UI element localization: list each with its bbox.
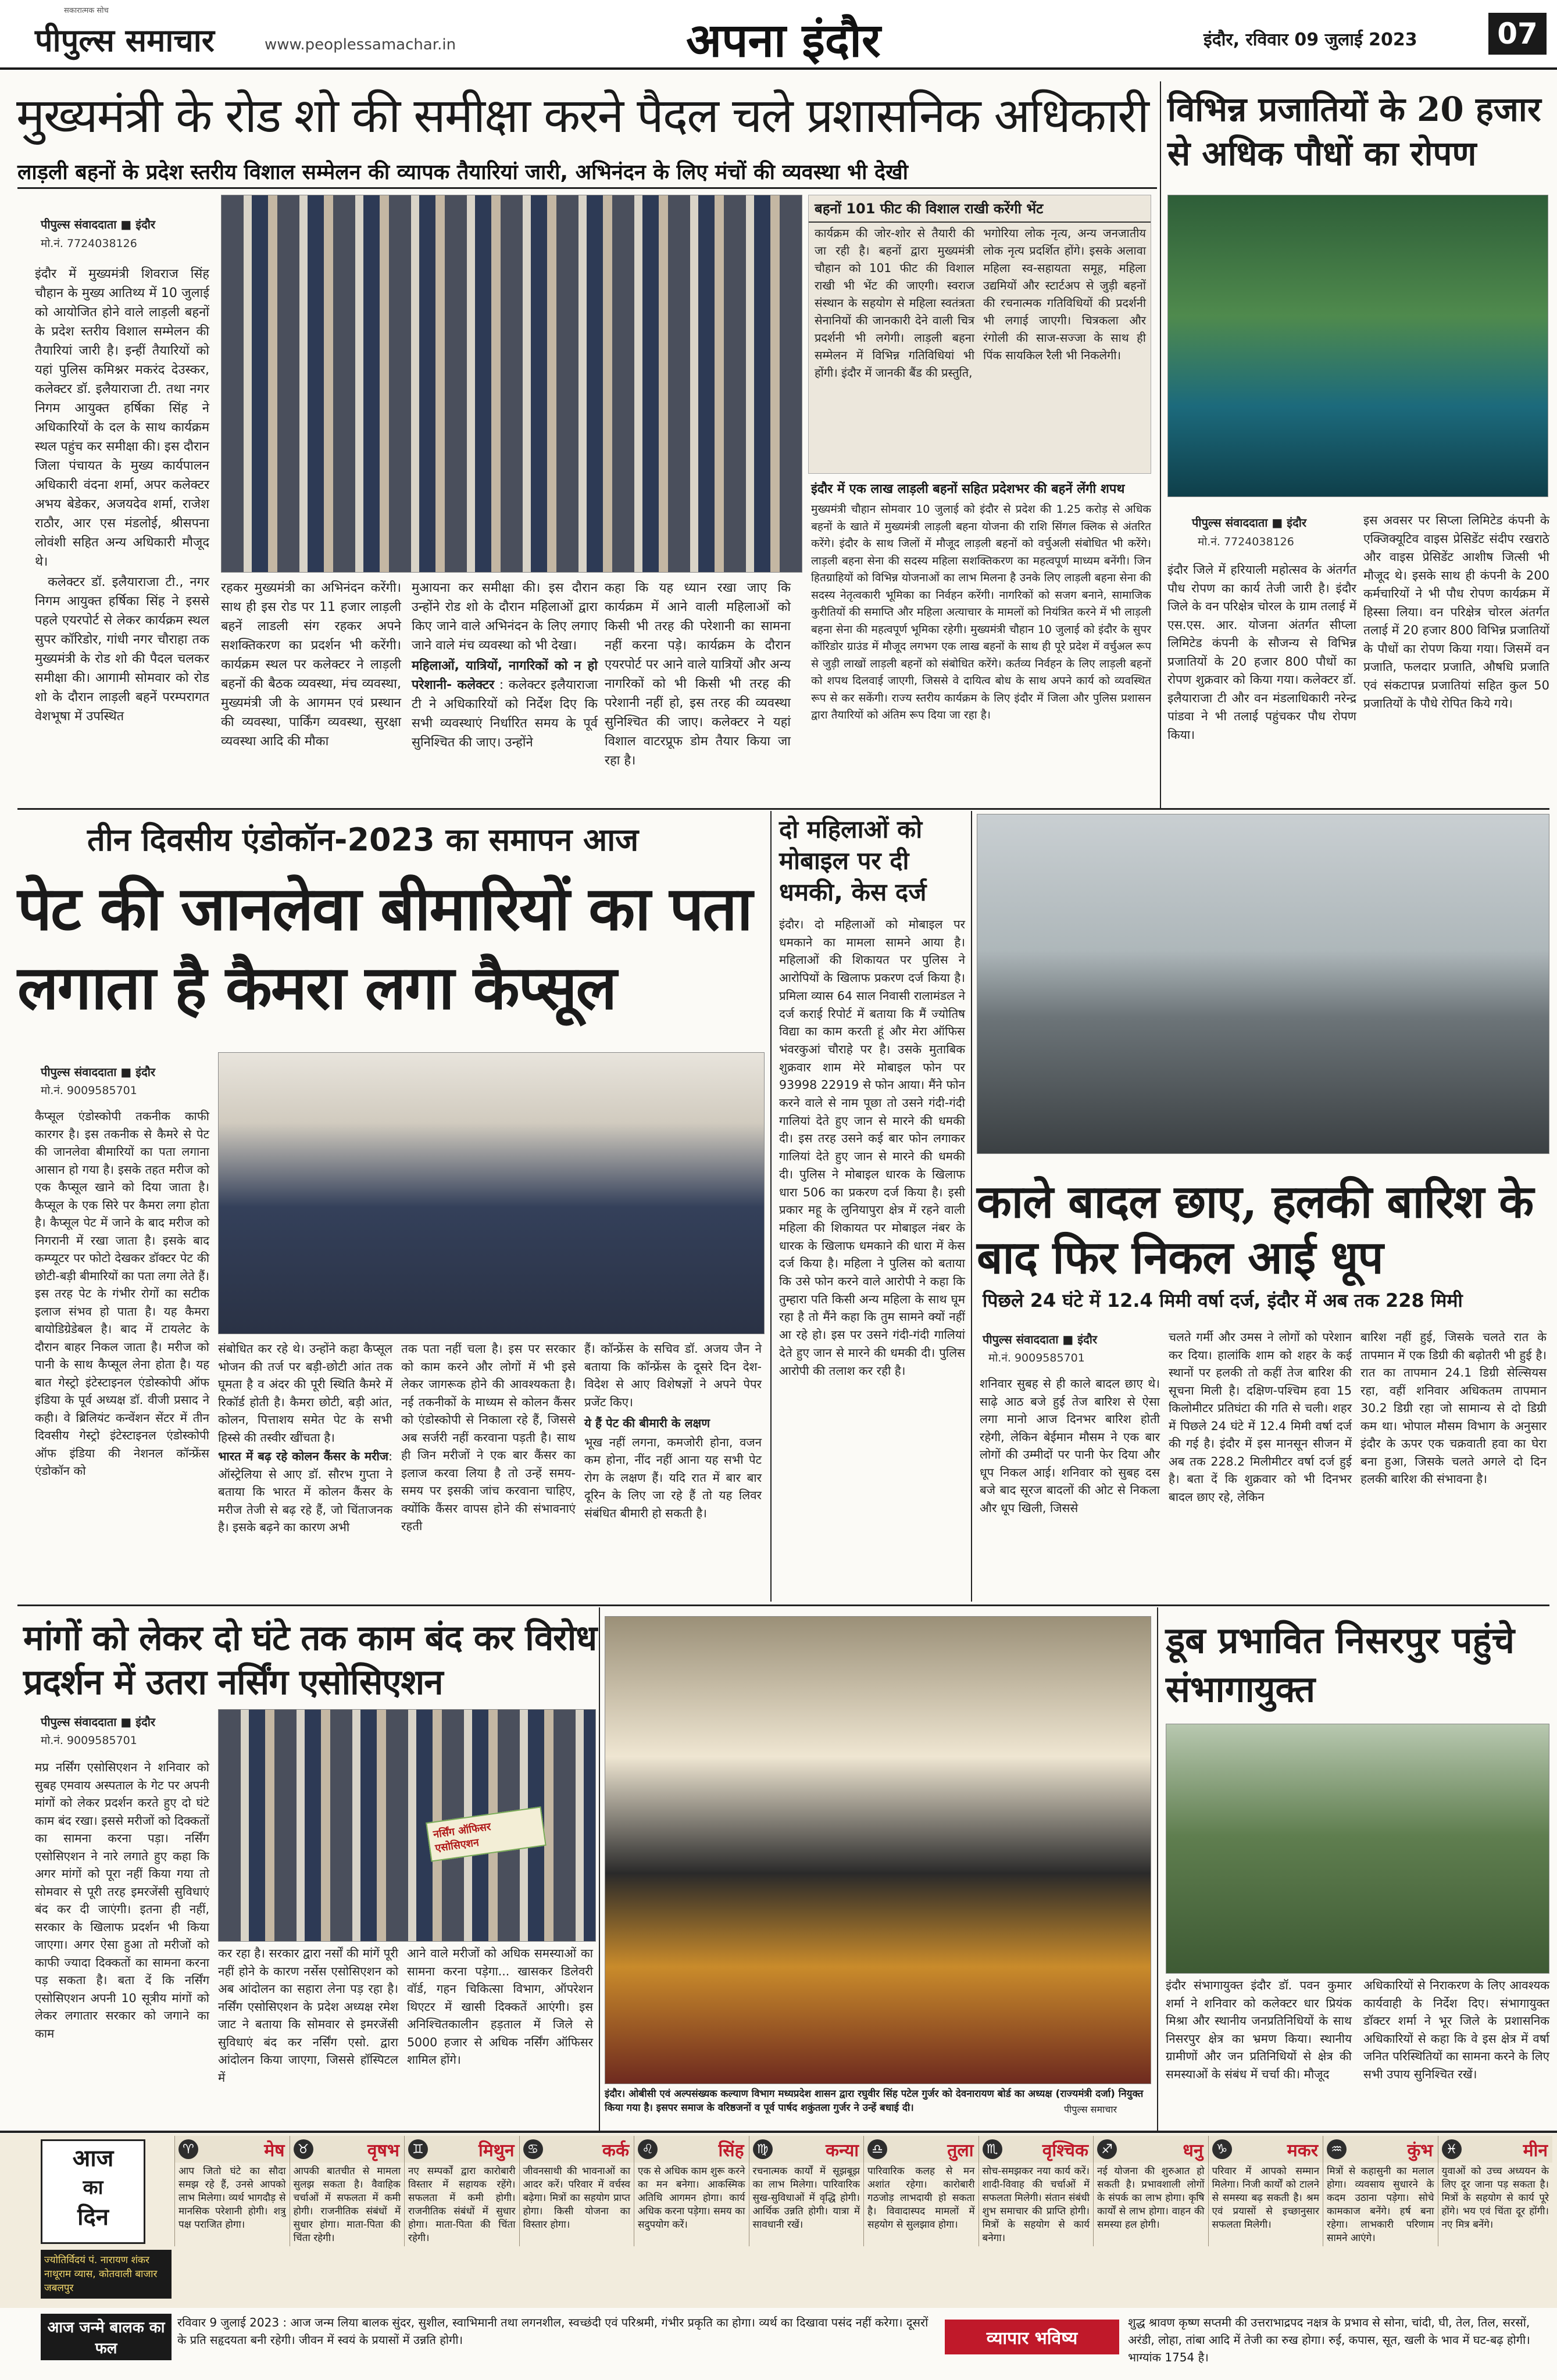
brand-logo: पीपुल्स समाचार [35,22,215,59]
story3-mobile: मो.नं. 9009585701 [41,1084,137,1097]
story5-mobile: मो.नं. 9009585701 [988,1352,1085,1364]
story7-col2: अधिकारियों से निराकरण के लिए आवश्यक कार्यवाही के निर्देश दिए। संभागायुक्त डॉक्टर शर्मा ने भूर जिले के प्रशासनिक अधिकारियों से कहा कि वे इस क्षेत्र में वर्षा जनित परिस्थितियों का सामना करने के लिए सभी उपाय सुनिश्चित रखें। [1363,1978,1549,2081]
rashi-text: सोच-समझकर नया कार्य करें। शादी-विवाह की चर्चाओं में सफलता मिलेगी। संतान संबंधी शुभ समाचार की प्राप्ति होगी। मित्रों के सहयोग से कार्य बनेगा। [982,2165,1090,2244]
photo-credit: पीपुल्स समाचार [1064,2104,1117,2115]
zodiac-icon: ♍ [753,2139,773,2159]
story6-headline: मांगों को लेकर दो घंटे तक काम बंद कर विरोध प्रदर्शन में उतरा नर्सिंग एसोसिएशन [23,1618,597,1703]
rashi-name: मेष [264,2140,285,2161]
story3-col4: हैं। कॉन्फ्रेंस के सचिव डॉ. अजय जैन ने बताया कि कॉन्फ्रेंस के दूसरे दिन देश-विदेश से आए विशेषज्ञों ने अपने पेपर प्रजेंट किए। ये हैं पेट की बीमारी के लक्षण भूख नहीं लगना, कमजोरी होना, वजन कम होना, नींद नहीं आना यह सभी पेट रोग के लक्षण हैं। यदि रात में बार बार दूरिन के लिए जा रहे हैं तो यह लिवर संबंधित बीमारी हो सकती है। [584,1342,762,1520]
aaj-label: आज [72,2145,114,2172]
rashi-header [864,2136,979,2163]
story1-mobile: मो.नं. 7724038126 [41,237,137,250]
divider [1160,81,1161,808]
zodiac-icon: ♈ [178,2139,198,2159]
story6-col3: आने वाले मरीजों को अधिक समस्याओं का सामना करना पड़ेगा... खासकर डिलेवरी वॉर्ड, गहन चिकित्सा विभाग, ऑपरेशन थिएटर में खासी दिक्कतें आएंगी। इस अनिश्चितकालीन हड़ताल में जिले से 5000 हजार से अधिक नर्सिंग ऑफिसर शामिल होंगे। [407,1946,593,2067]
rashi-header [405,2136,519,2163]
story3-col2: संबोधित कर रहे थे। उन्होंने कहा कैप्सूल भोजन की तर्ज पर बड़ी-छोटी आंत तक घूमता है व अंदर की पूरी स्थिति कैमरे में रिकॉर्ड होती है। कैमरा छोटी, बड़ी आंत, कोलन, पित्ताशय समेत पेट के सभी हिस्से की तस्वीर खींचता है। भारत में बढ़ रहे कोलन कैंसर के मरीज: ऑस्ट्रेलिया से आए डॉ. सौरभ गुप्ता ने बताया कि भारत में कोलन कैंसर के मरीज तेजी से बढ़ रहे हैं, जो चिंताजनक है। इसके बढ़ने का कारण अभी [218,1342,392,1534]
story1-box [808,195,1151,474]
zodiac-icon: ♏ [983,2139,1002,2159]
rashi-header [290,2136,405,2163]
rashi-card [749,2136,864,2246]
zodiac-grid [174,2136,1552,2250]
rashi-text: जीवनसाथी की भावनाओं का आदर करें। परिवार में वर्चस्व बढ़ेगा। मित्रों का सहयोग प्राप्त होगा। किसी योजना का विस्तार होगा। [523,2165,630,2231]
story1-subhead-inline: महिलाओं, यात्रियों, नागरिकों को न हो परेशानी- कलेक्टर [412,659,598,692]
rashi-header [175,2136,290,2163]
story1-col4: कहा कि यह ध्यान रखा जाए कि कार्यक्रम में आने वाली महिलाओं को किसी भी तरह की परेशानी का सामना नहीं करना पड़े। कार्यक्रम के दौरान एयरपोर्ट पर आने वाले यात्रियों और अन्य नागरिकों को भी किसी भी तरह की परेशानी नहीं हो, इस तरह की व्यवस्था सुनिश्चित की जाए। कलेक्टर ने यहां विशाल वाटरप्रूफ डोम तैयार किया जा रहा है। [605,581,791,768]
rashi-text: परिवार में आपको सम्मान मिलेगा। निजी कार्यों को टालने से समस्या बढ़ सकती है। श्रम एवं प्रयासों से इच्छानुसार सफलता मिलेगी। [1212,2165,1319,2231]
trade-text: शुद्ध श्रावण कृष्ण सप्तमी की उत्तराभाद्रपद नक्षत्र के प्रभाव से सोना, चांदी, घी, तेल, तिल, सरसों, अरंडी, लोहा, तांबा आदि में तेजी का रुख होगा। रुई, कपास, सूत, खली के भाव में घट-बढ़ होगी। भाग्यांक 1754 है। [1128,2315,1530,2364]
story1-byline: पीपुल्स संवाददाता ■ इंदौर [41,217,156,231]
story5-col1: शनिवार सुबह से ही काले बादल छाए थे। साढ़े आठ बजे हुई तेज बारिश से ऐसा लगा मानो आज दिनभर बारिश होती रहेगी, लेकिन बेईमान मौसम ने एक बार लोगों की उम्मीदों पर पानी फेर दिया और धूप निकल आई। शनिवार को सुबह दस बजे बाद सूरज बादलों की ओट से निकला और धूप खिली, जिससे [980,1377,1160,1515]
story3-byline: पीपुल्स संवाददाता ■ इंदौर [41,1065,156,1079]
story6-mobile: मो.नं. 9009585701 [41,1734,137,1747]
story2-col1: इंदौर जिले में हरियाली महोत्सव के अंतर्गत पौध रोपण का कार्य तेजी जारी है। इंदौर जिले के वन परिक्षेत्र चोरल के ग्राम तलाई में एस.एस. आर. योजना अंतर्गत सीप्ला लिमिटेड कंपनी के सौजन्य से विभिन्न प्रजातियों के 20 हजार 800 पौधों का रोपण शुक्रवार को किया गया। कलेक्टर डॉ. इलैयाराजा टी और वन मंडलाधिकारी नरेन्द्र पांडवा ने भी तलाई पहुंचकर पौध रोपण किया। [1167,563,1356,742]
rashi-card [404,2136,519,2246]
story1-photo [221,195,802,573]
zodiac-icon: ♉ [294,2139,313,2159]
rashi-header [979,2136,1094,2163]
rashi-name: मीन [1523,2140,1548,2161]
story7-photo [1166,1724,1549,1974]
story5-subhead: पिछले 24 घंटे में 12.4 मिमी वर्षा दर्ज, इंदौर में अब तक 228 मिमी [983,1289,1463,1311]
rashi-text: आप जितो घंटे का सौदा समझ रहे हैं, उनसे आपको लाभ मिलेगा। व्यर्थ भागदौड़ से मानसिक परेशानी होगी। शत्रु पक्ष पराजित होगा। [178,2165,286,2231]
divider [17,808,1549,810]
rashi-text: पारिवारिक कलह से मन अशांत रहेगा। कारोबारी गठजोड़ लाभदायी हो सकता है। विवादास्पद मामलों में सहयोग से सुलझाव होगा। [867,2165,975,2231]
story1-col2: रहकर मुख्यमंत्री का अभिनंदन करेंगी। साथ ही इस रोड पर 11 हजार लाड़ली बहनें लाडली संग रहकर अपने सशक्तिकरण का प्रदर्शन भी करेंगी। कार्यक्रम स्थल पर कलेक्टर ने लाड़ली बहनों की बैठक व्यवस्था, मंच व्यवस्था, मुख्यमंत्री जी के आगमन एवं प्रस्थान की व्यवस्था, पार्किंग व्यवस्था, सुरक्षा व्यवस्था आदि की मौका [221,581,401,749]
divider [17,1604,1549,1606]
divider [0,2131,1557,2133]
rashi-text: रचनात्मक कार्यों में सूझबूझ का लाभ मिलेगा। पारिवारिक सुख-सुविधाओं में वृद्धि होगी। आर्थिक उन्नति होगी। यात्रा में सावधानी रखें। [752,2165,860,2231]
story1-headline: मुख्यमंत्री के रोड शो की समीक्षा करने पैदल चले प्रशासनिक अधिकारी [16,88,1148,144]
rashi-name: मिथुन [478,2140,515,2161]
story6-byline: पीपुल्स संवाददाता ■ इंदौर [41,1715,156,1729]
story3-col3: तक पता नहीं चला है। इस पर सरकार को काम करने और लोगों में भी इसे लेकर जागरूक होने की आवश्यकता है। नई तकनीकों के माध्यम से कोलन कैंसर को एंडोस्कोपी से निकाला रहे हैं, जिससे अब सर्जरी नहीं करवाना पड़ती है। साथ ही जिन मरीजों ने एक बार कैंसर का इलाज करवा लिया है तो उन्हें समय-समय पर इसकी जांच करवाना चाहिए, क्योंकि कैंसर वापस होने की संभावनाएं रहती [401,1342,576,1533]
born-label: आज जन्मे बालक का फल [41,2314,172,2360]
rashi-text: आपकी बातचीत से मामला सुलझ सकता है। वैवाहिक चर्चाओं में सफलता में कमी होगी। राजनीतिक संबंधों में सुधार होगा। माता-पिता की चिंता रहेगी। [293,2165,401,2244]
divider [770,811,772,1602]
story2-photo [1167,195,1548,497]
story1-sub2-title: इंदौर में एक लाख लाड़ली बहनों सहित प्रदेशभर की बहनें लेंगी शपथ [811,482,1125,496]
brand-tagline: सकारात्मक सोच [64,6,109,15]
rashi-name: सिंह [718,2140,744,2161]
rashi-card [1208,2136,1323,2246]
rashi-card [1323,2136,1438,2246]
rashi-card [519,2136,634,2246]
rashi-card [634,2136,749,2246]
story3-subhead-inline: भारत में बढ़ रहे कोलन कैंसर के मरीज [218,1449,389,1463]
rashi-header [1438,2136,1553,2163]
rashi-card [290,2136,405,2246]
rashi-card [1093,2136,1208,2246]
rashi-name: धनु [1183,2140,1204,2161]
rashi-name: कन्या [825,2140,859,2161]
story1-col3: मुआयना कर समीक्षा की। इस दौरान उन्होंने रोड शो के दौरान महिलाओं द्वारा किए जाने वाले अभिनंदन के लिए लगाए जाने वाले मंच व्यवस्था को भी देखा। महिलाओं, यात्रियों, नागरिकों को न हो परेशानी- कलेक्टर : कलेक्टर इलैयाराजा टी ने अधिकारियों को निर्देश दिए कि सभी व्यवस्थाएं निर्धारित समय के पूर्व सुनिश्चित की जाए। उन्होंने [412,581,598,750]
story5-headline: काले बादल छाए, हलकी बारिश के बाद फिर निकल आई धूप [977,1175,1534,1284]
rashi-header [634,2136,749,2163]
trade-label: व्यापार भविष्य [945,2320,1119,2354]
rashi-card [863,2136,979,2246]
born-text: रविवार 9 जुलाई 2023 : आज जन्म लिया बालक सुंदर, सुशील, स्वाभिमानी तथा लगनशील, स्वच्छंदी एवं परिश्रमी, गंभीर प्रकृति का होगा। व्यर्थ का दिखावा पसंद नहीं करेगा। दूसरों के प्रति सहृदयता बनी रहेगी। जीवन में स्वयं के प्रयासों में उन्नति होगी। [177,2315,929,2347]
story2-headline: विभिन्न प्रजातियों के 20 हजार से अधिक पौधों का रोपण [1167,90,1541,173]
story4-headline: दो महिलाओं को मोबाइल पर दी धमकी, केस दर्ज [779,815,927,906]
rashi-name: मकर [1287,2140,1318,2161]
story5-col3: बारिश नहीं हुई, जिसके चलते रात के तापमान में एक डिग्री की बढ़ोतरी भी हुई है। रात का तापमान 24.1 डिग्री सेल्सियस रहा, वहीं शनिवार अधिकतम तापमान 30.2 डिग्री रहा जो सामान्य से दो डिग्री कम था। भोपाल मौसम विभाग के अनुसार इंदौर के ऊपर एक चक्रवाती हवा का घेरा बना हुआ, जिसके चलते अगले दो दिन हलकी बारिश की संभावना है। [1360,1330,1547,1486]
story2-byline: पीपुल्स संवाददाता ■ इंदौर [1192,516,1307,530]
zodiac-icon: ♋ [523,2139,543,2159]
astrologer-credit: ज्योतिर्विदयं पं. नारायण शंकर नाथूराम व्यास, कोतवाली बाजार जबलपुर [41,2250,172,2299]
zodiac-icon: ♒ [1327,2139,1347,2159]
rashi-text: युवाओं को उच्च अध्ययन के लिए दूर जाना पड़ सकता है। मित्रों के सहयोग से कार्य पूरे होंगे। भय एवं चिंता दूर होंगी। नए मित्र बनेंगे। [1441,2165,1549,2231]
story1-box-title: बहनों 101 फीट की विशाल राखी करेंगी भेंट [809,195,1151,223]
divider [599,1607,600,2131]
rashi-text: एक से अधिक काम शुरू करने का मन बनेगा। आकस्मिक अतिथि आगमन होगा। कार्य अधिक करना पड़ेगा। समय का सदुपयोग करें। [638,2165,745,2231]
story3-photo [218,1052,765,1334]
rashi-name: वृषभ [367,2140,399,2161]
rashi-header [1094,2136,1208,2163]
rashi-name: कर्क [602,2140,629,2161]
page-number: 07 [1488,13,1547,55]
story6-photo-banner: नर्सिंग ऑफिसर एसोसिएशन [426,1806,547,1861]
rashi-card [1438,2136,1553,2246]
zodiac-icon: ♑ [1212,2139,1232,2159]
rashi-header [520,2136,634,2163]
story2-mobile: मो.नं. 7724038126 [1198,535,1294,548]
story5-byline: पीपुल्स संवाददाता ■ इंदौर [983,1332,1098,1346]
rashi-header [1209,2136,1323,2163]
rashi-name: कुंभ [1407,2140,1433,2161]
ka-label: का [83,2176,103,2199]
dateline: इंदौर, रविवार 09 जुलाई 2023 [1204,30,1417,50]
rashi-text: नए सम्पर्कों द्वारा कारोबारी विस्तार में सहायक रहेंगे। सफलता में कमी होगी। राजनीतिक संबंधों में सुधार होगा। माता-पिता की चिंता रहेगी। [408,2165,516,2244]
rashi-name: वृश्चिक [1042,2140,1088,2161]
rashi-card [174,2136,290,2246]
felicitation-photo [605,1616,1151,2084]
story1-col1: इंदौर में मुख्यमंत्री शिवराज सिंह चौहान के मुख्य आतिथ्य में 10 जुलाई को आयोजित होने वाले लाड़ली बहनों के प्रदेश स्तरीय विशाल सम्मेलन की तैयारियां जारी है। इन्हीं तैयारियों को यहां पुलिस कमिश्नर मकरंद देउस्कर, कलेक्टर डॉ. इलैयाराजा टी. तथा नगर निगम आयुक्त हर्षिका सिंह ने अधिकारियों के दल के साथ कार्यक्रम स्थल पहुंच कर समीक्षा की। इस दौरान जिला पंचायत के मुख्य कार्यपालन अधिकारी वंदना शर्मा, अपर कलेक्टर अभय बेडेकर, अजयदेव शर्मा, राजेश राठौर, आर एस मंडलोई, श्रीसपना लोवंशी सहित अन्य अधिकारी मौजूद थे। कलेक्टर डॉ. इलैयाराजा टी., नगर निगम आयुक्त हर्षिका सिंह ने इससे पहले एयरपोर्ट से लेकर कार्यक्रम स्थल सुपर कॉरिडोर, गांधी नगर चौराहा तक मुख्यमंत्री के रोड शो की पैदल चलकर समीक्षा की। आगामी सोमवार को रोड शो के दौरान लाड़ली बहनें परम्परागत वेशभूषा में उपस्थित [35,267,209,724]
story3-col1: कैप्सूल एंडोस्कोपी तकनीक काफी कारगर है। इस तकनीक से कैमरे से पेट की जानलेवा बीमारियों का पता लगाना आसान हो गया है। इसके तहत मरीज को एक कैप्सूल खाने को दिया जाता है। कैप्सूल के एक सिरे पर कैमरा लगा होता है। कैप्सूल पेट में जाने के बाद मरीज को निगरानी में रखा जाता है। इसके बाद कम्प्यूटर पर फोटो देखकर डॉक्टर पेट की छोटी-बड़ी बीमारियों का पता लगा लेते हैं। इस तरह पेट के गंभीर रोगों का सटीक इलाज संभव हो पाता है। यह कैमरा बायोडिग्रेडेबल है। बाद में टायलेट के दौरान बाहर निकल जाता है। मरीज को पानी के साथ कैप्सूल लेना होता है। यह बात गेस्ट्रो इंटेस्टाइनल एंडोस्कोपी ऑफ इंडिया के पूर्व अध्यक्ष डॉ. वीजी प्रसाद ने कही। वे ब्रिलियंट कन्वेंशन सेंटर में तीन दिवसीय गेस्ट्रो इंटेस्टाइनल एंडोस्कोपी ऑफ इंडिया की नेशनल कॉन्फ्रेंस एंडोकॉन को [35,1109,209,1478]
divider [971,811,972,1602]
story4-body: इंदौर। दो महिलाओं को मोबाइल पर धमकाने का मामला सामने आया है। महिलाओं की शिकायत पर पुलिस ने आरोपियों के खिलाफ प्रकरण दर्ज किया है। प्रमिला व्यास 64 साल निवासी रालामंडल ने दर्ज कराई रिपोर्ट में बताया कि मैं ज्योतिष विद्या का काम करती हूं और मेरा ऑफिस भंवरकुआं चौराहे पर है। उसके मुताबिक शुक्रवार शाम मेरे मोबाइल फोन पर 93998 22919 से फोन आया। मैंने फोन करने वाले से नाम पूछा तो उसने गंदी-गंदी गालियां देते हुए जान से मारने की धमकी दी। इस तरह उसने कई बार फोन लगाकर गालियां देते हुए जान से मारने की धमकी दी। पुलिस ने मोबाइल धारक के खिलाफ धारा 506 का प्रकरण दर्ज किया है। इसी प्रकार महू के लुनियापुरा क्षेत्र में रहने वाली महिला की शिकायत पर मोबाइल नंबर के धारक के खिलाफ धमकाने की धारा में केस दर्ज किया है। महिला ने पुलिस को बताया कि उसे फोन करने वाले आरोपी ने कहा कि तुम्हारा पति किसी अन्य महिला के साथ घूम रहा है तो मैंने कहा कि तुम सामने क्यों नहीं आ रहे हो। इस पर उसने गंदी-गंदी गालियां देते हुए जान से मारने की धमकी दी। पुलिस आरोपी की तलाश कर रही है। [779,917,965,1378]
story6-col2: कर रहा है। सरकार द्वारा नर्सों की मांगें पूरी नहीं होने के कारण नर्सेस एसोसिएशन को अब आंदोलन का सहारा लेना पड़ रहा है। नर्सिंग एसोसिएशन के प्रदेश अध्यक्ष रमेश जाट ने बताया कि सोमवार से इमरजेंसी सुविधाएं बंद कर नर्सिंग एसो. द्वारा आंदोलन किया जाएगा, जिससे हॉस्पिटल में [218,1946,398,2085]
story1-box-col2: भगोरिया लोक नृत्य, अन्य जनजातीय लोक नृत्य प्रदर्शित होंगे। इसके अलावा महिला स्व-सहायता समूह, महिला उद्यमियों और स्टार्टअप से जुड़ी बहनों की रचनात्मक गतिविधियों की प्रदर्शनी भी लगाई जाएगी। चित्रकला और रंगोली की साज-सज्जा के साथ ही पिंक सायकिल रैली भी निकलेगी। [983,226,1146,362]
divider [17,187,1157,189]
felicitation-caption: इंदौर। ओबीसी एवं अल्पसंख्यक कल्याण विभाग मध्यप्रदेश शासन द्वारा रघुवीर सिंह पटेल गुर्जर को देवनारायण बोर्ड का अध्यक्ष (राज्यमंत्री दर्जा) नियुक्त किया गया है। इसपर समाज के वरिष्ठजनों व पूर्व पार्षद शकुंतला गुर्जर ने उन्हें बधाई दी। [605,2088,1144,2114]
zodiac-icon: ♓ [1442,2139,1462,2159]
story1-subhead: लाड़ली बहनों के प्रदेश स्तरीय विशाल सम्मेलन की व्यापक तैयारियां जारी, अभिनंदन के लिए मंचों की व्यवस्था भी देखी [17,160,908,184]
rashi-name: तुला [947,2140,974,2161]
story5-col2: चलते गर्मी और उमस ने लोगों को परेशान कर दिया। हालांकि शाम को शहर के कई स्थानों पर हलकी तो कहीं तेज बारिश की सूचना मिली है। दक्षिण-पश्चिम हवा 15 किलोमीटर प्रतिघंटा की गति से चली। शहर में पिछले 24 घंटे में 12.4 मिमी वर्षा दर्ज की गई है। इंदौर में इस मानसून सीजन में अब तक 228.2 मिलीमीटर वर्षा दर्ज हुई है। बता दें कि शुक्रवार को भी दिनभर बादल छाए रहे, लेकिन [1169,1330,1352,1504]
zodiac-icon: ♎ [867,2139,887,2159]
aaj-ka-din-box [41,2139,145,2244]
story1-box-col1: कार्यक्रम की जोर-शोर से तैयारी की जा रही है। बहनों द्वारा मुख्यमंत्री चौहान को 101 फीट की विशाल राखी भी भेंट की जाएगी। स्वराज संस्थान के सहयोग से महिला स्वतंत्रता सेनानियों की जानकारी देने वाली चित्र प्रदर्शनी भी लगेगी। लाड़ली बहना सम्मेलन में विभिन्न गतिविधियां भी होंगी। इंदौर में जानकी बैंड की प्रस्तुति, [815,226,974,380]
zodiac-icon: ♌ [638,2139,658,2159]
rashi-text: मित्रों से कहासुनी का मलाल होगा। व्यवसाय सुधारने के कदम उठाना पड़ेगा। सोचे कामकाज बनेंगे। हर्ष बना रहेगा। लाभकारी परिणाम सामने आएंगे। [1327,2165,1434,2244]
rashi-text: नई योजना की शुरुआत हो सकती है। प्रभावशाली लोगों के संपर्क का लाभ होगा। कृषि कार्यों से लाभ होगा। वाहन की समस्या हल होगी। [1097,2165,1205,2231]
rashi-header [1323,2136,1438,2163]
story7-headline: डूब प्रभावित निसरपुर पहुंचे संभागायुक्त [1166,1619,1515,1710]
story2-col2: इस अवसर पर सिप्ला लिमिटेड कंपनी के एक्जिक्यूटिव वाइस प्रेसिडेंट संदीप रखराठे और वाइस प्रेसिडेंट आशीष जित्सी भी मौजूद थे। इसके साथ ही कंपनी के 200 कर्मचारियों ने भी पौध रोपण कार्यक्रम में हिस्सा लिया। वन परिक्षेत्र चोरल अंतर्गत तलाई में 20 हजार 800 विभिन्न प्रजातियों के पौधों का रोपण किया गया। जिसमें वन प्रजाति, फलदार प्रजाति, औषधि प्रजाति एवं संकटापन्न प्रजातियां सहित कुल 50 प्रजातियों के पौधे रोपित किये गये। [1363,513,1549,710]
story5-photo [977,814,1549,1154]
rashifal-section [0,2134,1557,2308]
rashi-card [979,2136,1094,2246]
zodiac-icon: ♐ [1097,2139,1117,2159]
story3-headline: पेट की जानलेवा बीमारियों का पता लगाता है कैमरा लगा कैप्सूल [17,873,752,1023]
divider [1157,1607,1158,2131]
story7-col1: इंदौर संभागायुक्त इंदौर डॉ. पवन कुमार शर्मा ने शनिवार को कलेक्टर धार प्रियंक मिश्रा और स्थानीय जनप्रतिनिधियों के साथ निसरपुर क्षेत्र का भ्रमण किया। स्थानीय ग्रामीणों और जन प्रतिनिधियों से क्षेत्र की समस्याओं के संबंध में चर्चा की। मौजूद [1166,1978,1352,2081]
story6-photo [218,1709,596,1942]
masthead [0,0,1557,70]
story3-col4-subhead: ये हैं पेट की बीमारी के लक्षण [584,1416,710,1430]
zodiac-icon: ♊ [408,2139,428,2159]
site-url[interactable]: www.peoplessamachar.in [265,36,456,53]
section-title: अपना इंदौर [686,13,881,67]
story1-sub2-body: मुख्यमंत्री चौहान सोमवार 10 जुलाई को इंदौर से प्रदेश की 1.25 करोड़ से अधिक बहनों के खाते में मुख्यमंत्री लाड़ली बहना योजना की राशि सिंगल क्लिक से अंतरित करेंगे। इंदौर के साथ जिलों में मौजूद लाड़ली बहनों को वर्चुअली संबोधित भी करेंगे। लाड़ली बहना सेना की सदस्य महिला सशक्तिकरण का महत्वपूर्ण माध्यम बनेंगी। जिन हितग्राहियों को विभिन्न योजनाओं का लाभ मिलना है उनके लिए लाड़ली बहना सेना की सदस्य नेतृत्वकारी भूमिका का निर्वहन करेंगी। नागरिकों को सजग बनाने, सामाजिक कुरीतियों की समाप्ति और महिला अत्याचार के मामलों को नियंत्रित करने में भी लाड़ली बहना सेना की महत्वपूर्ण भूमिका रहेगी। मुख्यमंत्री चौहान 10 जुलाई को इंदौर के सुपर कॉरिडोर ग्राउंड में मौजूद लगभग एक लाख बहनों के साथ ही पूरे प्रदेश में वर्चुअल रूप से जुड़ी लाखों लाड़ली बहनों को संबोधित करेंगे। कर्तव्य निर्वहन के लिए लाड़ली बहनों को शपथ दिलवाई जाएगी, जिससे वे दायित्व बोध के साथ अपने कार्य को व्यवस्थित रूप से कर सकेंगी। राज्य स्तरीय कार्यक्रम के लिए इंदौर में जिला और पुलिस प्रशासन द्वारा तैयारियों को अंतिम रूप दिया जा रहा है। [811,503,1151,721]
rashi-header [749,2136,864,2163]
story3-kicker: तीन दिवसीय एंडोकॉन-2023 का समापन आज [87,821,639,858]
story6-col1: मप्र नर्सिंग एसोसिएशन ने शनिवार को सुबह एमवाय अस्पताल के गेट पर अपनी मांगों को लेकर प्रदर्शन करते हुए दो घंटे काम बंद रखा। इससे मरीजों को दिक्कतों का सामना करना पड़ा। नर्सिंग एसोसिएशन ने नारे लगाते हुए कहा कि अगर मांगों को पूरा नहीं किया गया तो सोमवार से पूरी तरह इमरजेंसी सुविधाएं बंद कर दी जाएंगी। इतना ही नहीं, सरकार के खिलाफ प्रदर्शन भी किया जाएगा। अगर ऐसा हुआ तो मरीजों को काफी ज्यादा दिक्कतों का सामना करना पड़ सकता है। बता दें कि नर्सिंग एसोसिएशन अपनी 10 सूत्रीय मांगों को लेकर लगातार सरकार को जगाने का काम [35,1760,209,2040]
din-label: दिन [77,2204,109,2231]
